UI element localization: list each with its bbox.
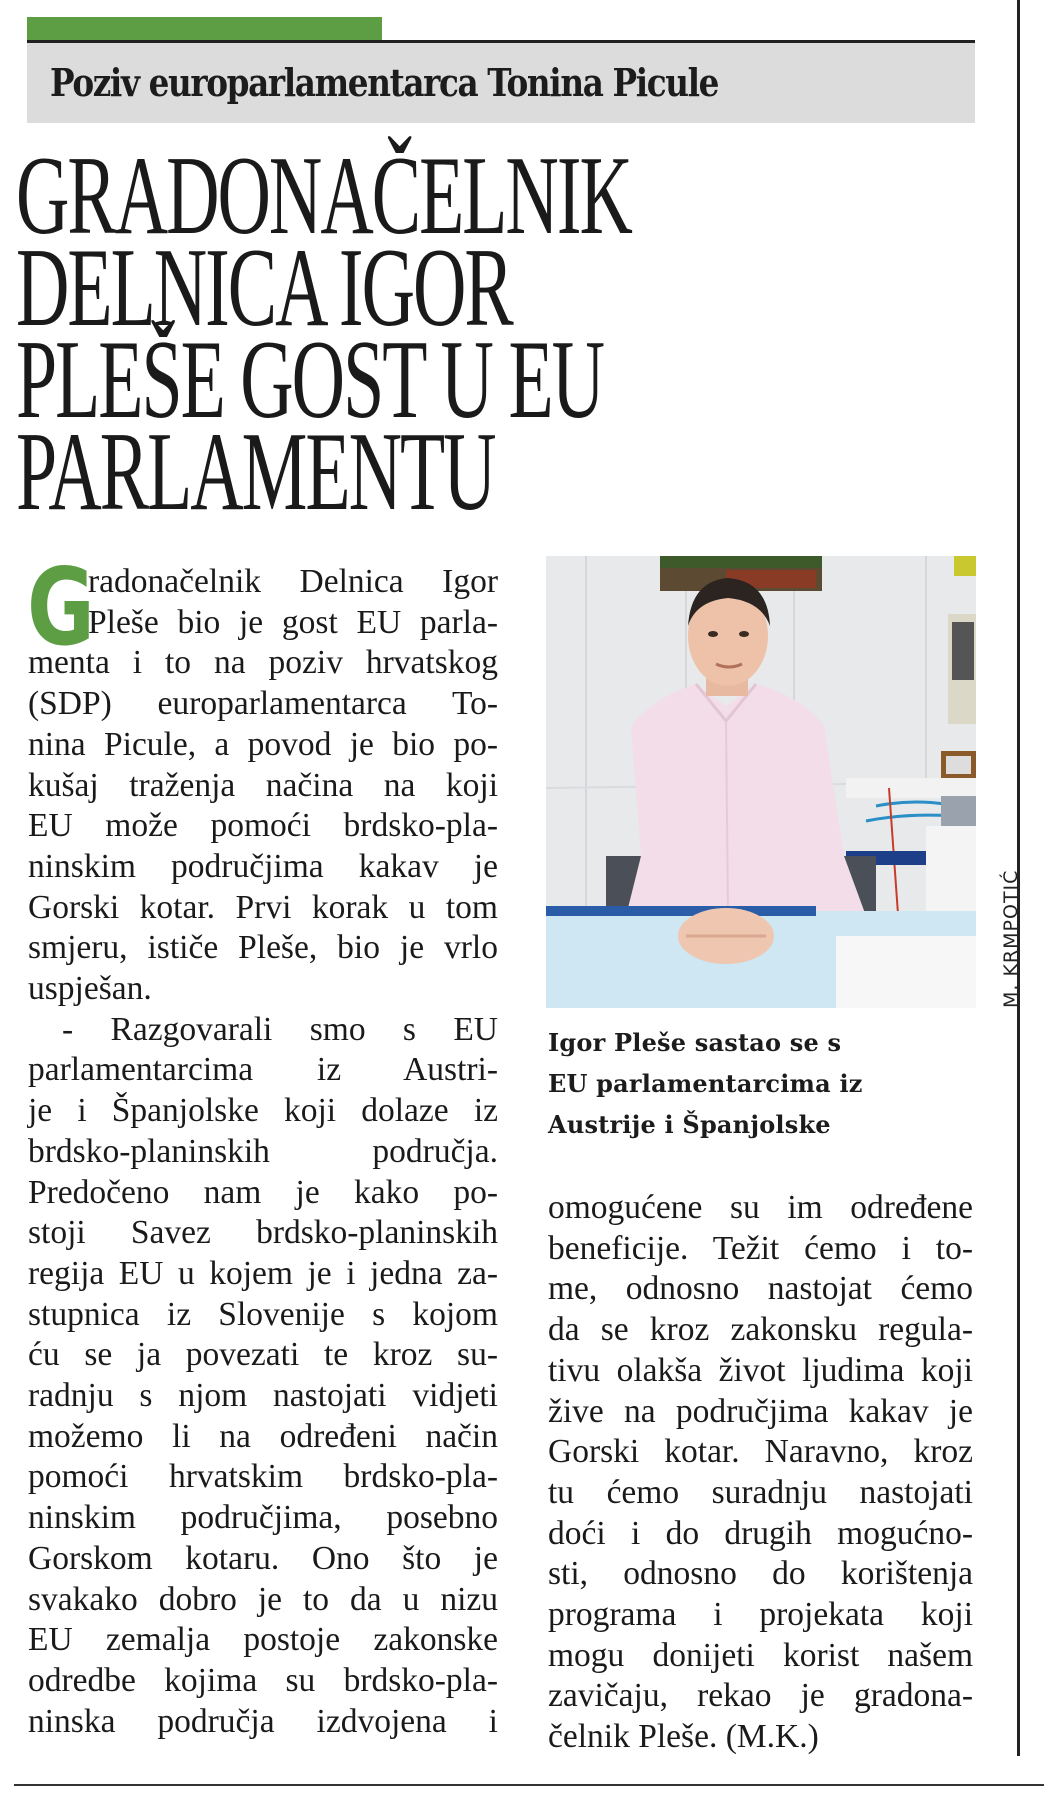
body-text-line: brdsko-planinskih područja.: [28, 1132, 498, 1170]
body-text-line: parlamentarcima iz Austri-: [28, 1051, 498, 1089]
body-text-line: radonačelnik Delnica Igor: [88, 563, 498, 600]
body-text-line: ninskim područjima kakav je: [28, 847, 498, 885]
body-text-line: Predočeno nam je kako po-: [28, 1173, 498, 1211]
headline: [16, 134, 808, 534]
kicker-title: Poziv europarlamentarca Tonina Picule: [50, 60, 719, 105]
body-text-line: ninska područja izdvojena i: [28, 1702, 498, 1740]
body-text-line: da se kroz zakonsku regula-: [548, 1311, 973, 1349]
body-text-line: doći i do drugih mogućno-: [548, 1514, 973, 1552]
body-text-line: Gorski kotar. Prvi korak u tom: [28, 888, 498, 926]
portrait-photo-illustration: [546, 556, 976, 1008]
headline-line: PLEŠE GOST U EU: [16, 318, 604, 442]
caption-line: Igor Pleše sastao se s: [548, 1028, 842, 1057]
section-color-tab: [27, 17, 382, 40]
body-text-line: uspješan.: [28, 970, 152, 1008]
body-text-line: možemo li na određeni način: [28, 1417, 498, 1455]
article-photo: [546, 556, 976, 1008]
body-text-line: sti, odnosno do korištenja: [548, 1555, 973, 1593]
body-text-line: ninskim područjima, posebno: [28, 1499, 498, 1537]
photo-credit: M. KRMPOTIĆ: [1000, 869, 1022, 1008]
body-text-line: pomoći hrvatskim brdsko-pla-: [28, 1458, 498, 1496]
headline-line: DELNICA IGOR: [16, 226, 512, 350]
body-text-line: omogućene su im određene: [548, 1189, 973, 1226]
body-text-line: radnju s njom nastojati vidjeti: [28, 1377, 498, 1415]
body-text-line: je i Španjolske koji dolaze iz: [28, 1092, 498, 1130]
body-text-line: stoji Savez brdsko-planinskih: [28, 1214, 498, 1252]
body-text-line: nina Picule, a povod je bio po-: [28, 725, 498, 763]
body-text-line: kušaj traženja načina na koji: [28, 766, 498, 804]
body-text-line: menta i to na poziv hrvatskog: [28, 644, 498, 682]
headline-line: PARLAMENTU: [16, 410, 495, 534]
body-text-line: tivu olakša život ljudima koji: [548, 1351, 973, 1389]
body-text-line: zavičaju, rekao je gradona-: [548, 1677, 973, 1715]
caption-line: Austrije i Španjolske: [548, 1110, 831, 1139]
body-text-line: (SDP) europarlamentarca To-: [28, 685, 498, 723]
body-text-line: ću se ja povezati te kroz su-: [28, 1336, 498, 1374]
body-text-line: EU može pomoći brdsko-pla-: [28, 807, 498, 845]
body-text-line: beneficije. Težit ćemo i to-: [548, 1229, 973, 1267]
body-text-line: Gorski kotar. Naravno, kroz: [548, 1433, 973, 1471]
body-text-line: tu ćemo suradnju nastojati: [548, 1473, 973, 1511]
body-text-line: me, odnosno nastojat ćemo: [548, 1270, 973, 1308]
body-text-line: mogu donijeti korist našem: [548, 1636, 973, 1674]
body-text-line: žive na područjima kakav je: [548, 1392, 973, 1430]
body-text-line: Gorskom kotaru. Ono što je: [28, 1539, 498, 1577]
body-text-line: regija EU u kojem je i jedna za-: [28, 1254, 498, 1292]
body-text-line: Pleše bio je gost EU parla-: [88, 603, 498, 641]
headline-line: GRADONAČELNIK: [16, 134, 631, 258]
body-text-line: smjeru, ističe Pleše, bio je vrlo: [28, 929, 498, 967]
body-text-line: programa i projekata koji: [548, 1596, 973, 1634]
photo-caption: [548, 1022, 968, 1145]
body-text-line: - Razgovarali smo s EU: [62, 1010, 498, 1048]
body-column-left: [27, 546, 498, 1742]
caption-line: EU parlamentarcima iz: [548, 1069, 863, 1098]
body-text-line: EU zemalja postoje zakonske: [28, 1621, 498, 1659]
body-text-line: stupnica iz Slovenije s kojom: [28, 1295, 498, 1333]
body-text-line: svakako dobro je to da u nizu: [28, 1580, 498, 1618]
bottom-rule: [14, 1784, 1044, 1786]
body-text-line: čelnik Pleše. (M.K.): [548, 1718, 819, 1756]
body-text-line: odredbe kojima su brdsko-pla-: [28, 1661, 498, 1699]
drop-cap-letter: G: [27, 546, 92, 669]
body-column-right: [548, 1188, 973, 1758]
